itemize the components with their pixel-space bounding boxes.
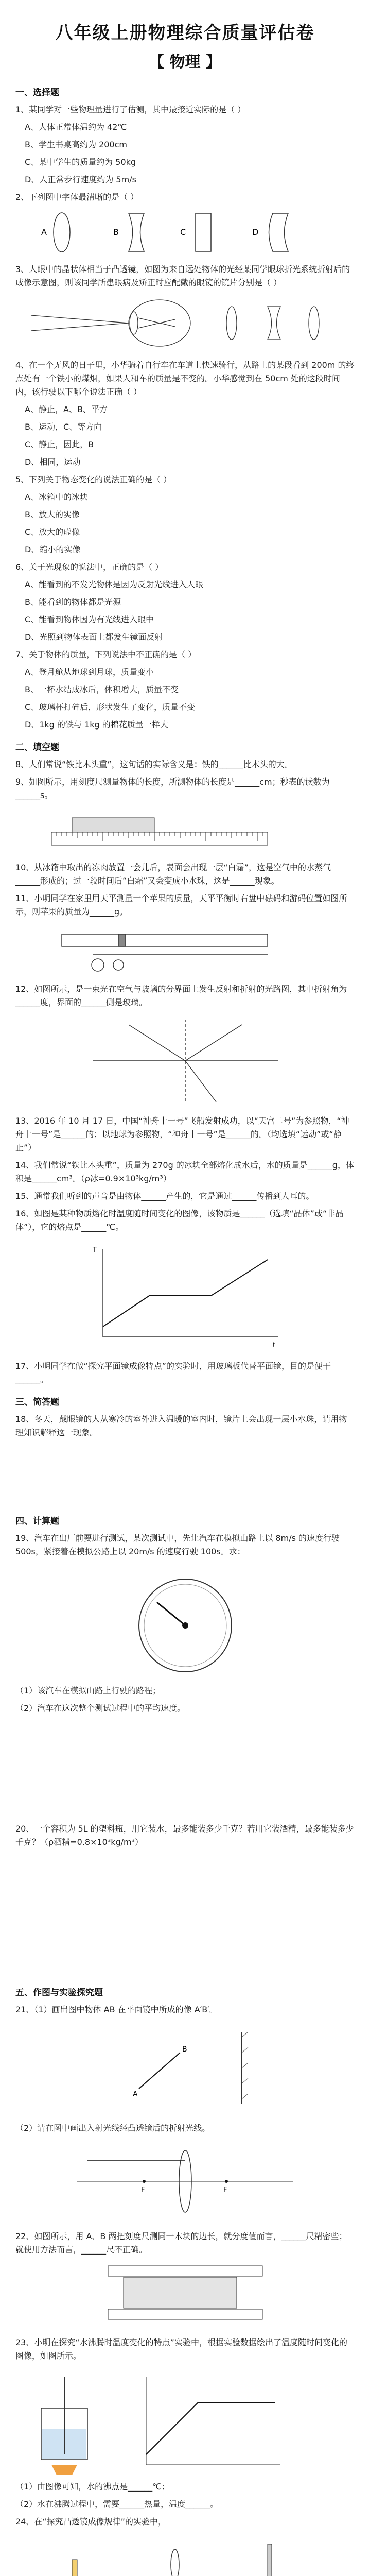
section-heading: 一、选择题 bbox=[15, 88, 59, 98]
section-heading: 四、计算题 bbox=[15, 1516, 59, 1527]
flat-glass-shape bbox=[196, 213, 211, 251]
temperature-curve bbox=[103, 1260, 268, 1327]
svg-text:T: T bbox=[92, 1246, 97, 1254]
option: D、光照到物体表面上都发生镜面反射 bbox=[25, 632, 163, 642]
ruler-figure bbox=[41, 807, 329, 854]
option: B、运动，C、等方向 bbox=[25, 422, 102, 432]
question-9: 9、如图所示，用刻度尺测量物体的长度，所测物体的长度是______cm；秒表的读数为______s。 bbox=[15, 777, 330, 800]
page-subtitle: 【 物理 】 bbox=[149, 53, 221, 71]
option: A、能看到的不发光物体是因为反射光线进入人眼 bbox=[25, 580, 203, 589]
option: A、静止，A、B、平方 bbox=[25, 404, 108, 414]
question-17: 17、小明同学在做“探究平面镜成像特点”的实验时，用玻璃板代替平面镜，目的是便于______。 bbox=[15, 1361, 331, 1384]
question-2: 2、下列图中字体最清晰的是（ ） bbox=[15, 192, 139, 202]
eye-diagram-figure bbox=[26, 295, 345, 351]
balance-figure bbox=[41, 924, 329, 975]
answer-space bbox=[15, 1719, 355, 1822]
boiling-figures bbox=[15, 2367, 355, 2480]
option: A、登月舱从地球到月球，质量变小 bbox=[25, 667, 154, 677]
question-10: 10、从冰箱中取出的冻肉放置一会儿后，表面会出现一层“白霜”，这是空气中的水蒸气______形成的；过一段时间后“白霜”又会变成小水珠，这是______现象。 bbox=[15, 862, 331, 886]
option-label: B bbox=[113, 227, 119, 237]
question-22: 22、如图所示，用 A、B 两把刻度尺测同一木块的边长，就分度值而言，______尺精密些；就使用方法而言，______尺不正确。 bbox=[15, 2231, 347, 2255]
option: D、1kg 的铁与 1kg 的棉花质量一样大 bbox=[25, 720, 168, 730]
section-heading: 二、填空题 bbox=[15, 742, 59, 753]
question-16: 16、如图是某种物质熔化时温度随时间变化的图像，该物质是______（选填“晶体”或“非晶体”），它的熔点是______℃。 bbox=[15, 1209, 344, 1232]
page-title: 八年级上册物理综合质量评估卷 bbox=[55, 23, 315, 43]
convex-lens-figure bbox=[67, 2140, 304, 2223]
svg-text:t: t bbox=[272, 1342, 275, 1349]
question-20: 20、一个容积为 5L 的塑料瓶，用它装水，最多能装多少千克？若用它装酒精，最多能装多少千克？（ρ酒精=0.8×10³kg/m³） bbox=[15, 1824, 354, 1847]
option: A、冰箱中的冰块 bbox=[25, 492, 88, 502]
question-18: 18、冬天，戴眼镜的人从寒冷的室外进入温暖的室内时，镜片上会出现一层小水珠，请用物理知识解释这一现象。 bbox=[15, 1414, 347, 1437]
option: B、学生书桌高约为 200cm bbox=[25, 140, 127, 149]
svg-text:F: F bbox=[223, 2186, 227, 2194]
question-6: 6、关于光现象的说法中，正确的是（ ） bbox=[15, 562, 164, 572]
lens-options-figure bbox=[31, 209, 340, 256]
convex-lens-shape bbox=[54, 213, 70, 252]
question-19a: （1）该汽车在模拟山路上行驶的路程； bbox=[15, 1686, 161, 1696]
question-24: 24、在“探究凸透镜成像规律”的实验中， bbox=[15, 2517, 166, 2527]
option: C、放大的虚像 bbox=[25, 527, 80, 537]
object-ab bbox=[139, 2053, 180, 2089]
option-label: A bbox=[41, 227, 47, 237]
question-3: 3、人眼中的晶状体相当于凸透镜，如图为来自远处物体的光经某同学眼球折光系统折射后的成像示意图，则该同学所患眼病及矫正时应配戴的眼镜的镜片分别是（ ） bbox=[15, 264, 350, 287]
option: B、放大的实像 bbox=[25, 510, 80, 519]
question-8: 8、人们常说“铁比木头重”，这句话的实际含义是：铁的______比木头的大。 bbox=[15, 759, 293, 769]
crystalline-lens-shape bbox=[130, 312, 138, 334]
mirror-figure bbox=[77, 2022, 293, 2114]
answer-space bbox=[15, 1853, 355, 1977]
concave-lens-shape bbox=[129, 213, 144, 251]
question-23a: （1）由图像可知，水的沸点是______℃； bbox=[15, 2482, 170, 2492]
option-label: D bbox=[252, 227, 258, 237]
question-23: 23、小明在探究“水沸腾时温度变化的特点”实验中，根据实验数据绘出了温度随时间变化的图像，如图所示。 bbox=[15, 2337, 347, 2361]
two-rulers-figure bbox=[51, 2262, 319, 2329]
answer-space bbox=[15, 1444, 355, 1505]
meniscus-lens-shape bbox=[269, 213, 288, 251]
question-1: 1、某同学对一些物理量进行了估测，其中最接近实际的是（ ） bbox=[15, 105, 246, 114]
boiling-apparatus bbox=[15, 2367, 118, 2480]
option: B、一杯水结成冰后，体积增大，质量不变 bbox=[25, 685, 179, 694]
melting-graph-figure bbox=[77, 1239, 293, 1352]
question-21b: （2）请在图中画出入射光线经凸透镜后的折射光线。 bbox=[15, 2123, 210, 2133]
boiling-graph bbox=[126, 2367, 290, 2480]
speed-needle bbox=[157, 1602, 185, 1625]
refraction-figure bbox=[82, 1014, 288, 1107]
svg-text:B: B bbox=[182, 2045, 187, 2054]
measured-block bbox=[72, 818, 154, 832]
option: C、某中学生的质量约为 50kg bbox=[25, 157, 136, 167]
question-21: 21、（1）画出图中物体 AB 在平面镜中所成的像 A′B′。 bbox=[15, 2005, 218, 2014]
question-15: 15、通常我们听到的声音是由物体______产生的，它是通过______传播到人耳的。 bbox=[15, 1191, 314, 1201]
question-4: 4、在一个无风的日子里，小华骑着自行车在车道上快速骑行，从路上的某段看到 200m 的终点处有一个铁小的煤烟，如果人和车的质量是不变的。小华感觉到在 50cm 处的这段时间内，该行驶以下哪个说法正确（ ） bbox=[15, 360, 355, 397]
svg-text:A: A bbox=[132, 2090, 138, 2098]
question-7: 7、关于物体的质量，下列说法中不正确的是（ ） bbox=[15, 650, 197, 659]
section-heading: 三、简答题 bbox=[15, 1397, 59, 1408]
question-5: 5、下列关于物态变化的说法正确的是（ ） bbox=[15, 474, 172, 484]
question-19b: （2）汽车在这次整个测试过程中的平均速度。 bbox=[15, 1703, 186, 1713]
section-heading: 五、作图与实验探究题 bbox=[15, 1988, 103, 1998]
option: C、玻璃杯打碎后，形状发生了变化，质量不变 bbox=[25, 702, 196, 712]
option: D、相同，运动 bbox=[25, 457, 81, 467]
svg-text:F: F bbox=[140, 2186, 145, 2194]
option: C、能看到物体因为有光线进入眼中 bbox=[25, 615, 154, 624]
option: C、静止，因此，B bbox=[25, 439, 94, 449]
question-12: 12、如图所示，是一束光在空气与玻璃的分界面上发生反射和折射的光路图，其中折射角为______度，界面的______侧是玻璃。 bbox=[15, 984, 347, 1007]
speedometer-figure bbox=[118, 1564, 252, 1677]
option: D、人正常步行速度约为 5m/s bbox=[25, 175, 136, 184]
optical-bench-figure bbox=[26, 2534, 345, 2576]
question-23b: （2）水在沸腾过程中，需要______热量，温度______。 bbox=[15, 2499, 219, 2509]
option: D、缩小的实像 bbox=[25, 545, 81, 554]
option: B、能看到的物体都是光源 bbox=[25, 597, 121, 607]
option-label: C bbox=[180, 227, 186, 237]
question-13: 13、2016 年 10 月 17 日，中国“神舟十一号”飞船发射成功，以“天宫二号”为参照物，“神舟十一号”是______的；以地球为参照物，“神舟十一号”是______的。（均选填“运动”或“静止”） bbox=[15, 1116, 349, 1153]
option: A、人体正常体温约为 42℃ bbox=[25, 122, 127, 132]
question-19: 19、汽车在出厂前要进行测试，某次测试中，先让汽车在模拟山路上以 8m/s 的速度行驶 500s，紧接着在模拟公路上以 20m/s 的速度行驶 100s。求： bbox=[15, 1533, 340, 1556]
question-14: 14、我们常说“铁比木头重”，质量为 270g 的冰块全部熔化成水后，水的质量是______g，体积是______cm³。（ρ冰=0.9×10³kg/m³） bbox=[15, 1160, 354, 1183]
question-11: 11、小明同学在家里用天平测量一个苹果的质量，天平平衡时右盘中砝码和游码位置如图所示，则苹果的质量为______g。 bbox=[15, 893, 347, 917]
